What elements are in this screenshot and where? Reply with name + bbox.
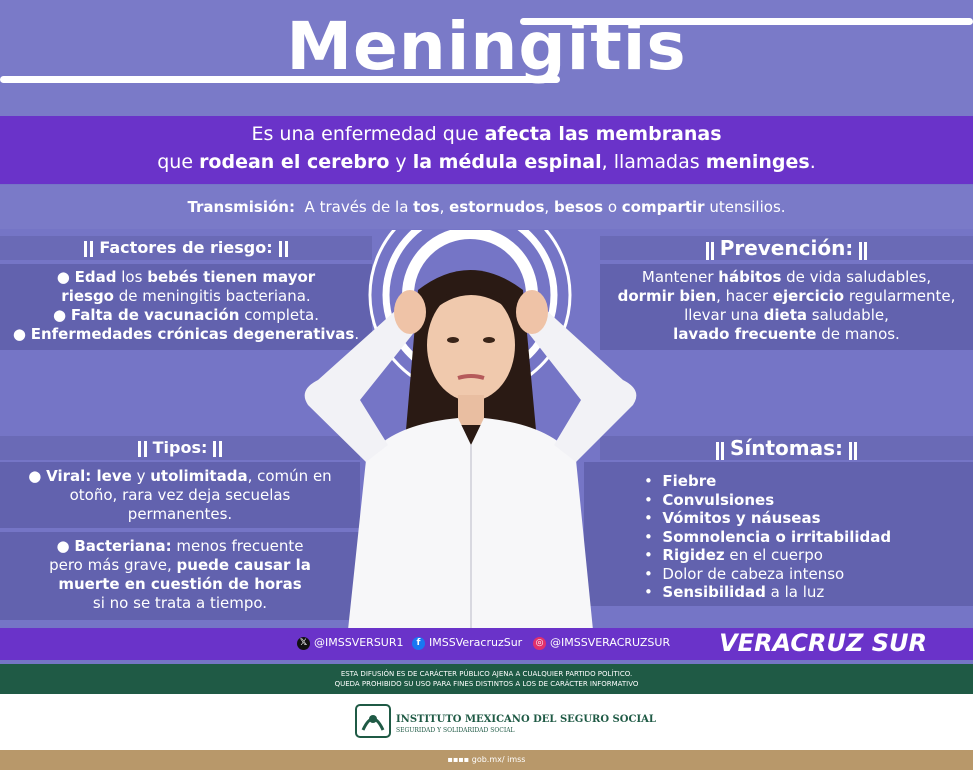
page-title: Meningitis [286, 8, 687, 85]
social-facebook[interactable]: f IMSSVeracruzSur [412, 636, 522, 650]
institution-name: INSTITUTO MEXICANO DEL SEGURO SOCIAL [396, 714, 656, 725]
social-icons-mini: ▪▪▪▪ [447, 755, 472, 764]
types-viral: ● Viral: leve y utolimitada, común en [28, 467, 332, 485]
symptom-item: • Somnolencia o irritabilidad [644, 527, 892, 546]
social-instagram[interactable]: ◎ @IMSSVERACRUZSUR [533, 636, 670, 650]
bar-decoration [859, 242, 867, 260]
symptom-item: • Sensibilidad a la luz [644, 583, 825, 601]
prevention-heading-bar [600, 236, 973, 260]
definition-band [0, 116, 973, 184]
symptom-item: • Rigidez en el cuerpo [644, 546, 823, 564]
risk-item-3: ● Enfermedades crónicas degenerativas. [12, 325, 360, 343]
types-bacterial-line-4: si no se trata a tiempo. [92, 594, 268, 612]
types-bacterial: ● Bacteriana: menos frecuente [56, 537, 304, 555]
prevention-line-2: dormir bien, hacer ejercicio regularmente, [617, 287, 956, 305]
definition-line-1: Es una enfermedad que afecta las membranas [251, 123, 722, 145]
risk-heading: Factores de riesgo: [99, 238, 273, 257]
bar-decoration [849, 442, 857, 460]
disclaimer-band [0, 664, 973, 694]
definition-line-2: que rodean el cerebro y la médula espinal, llamadas meninges. [157, 151, 816, 173]
facebook-icon: f [412, 637, 425, 650]
bottom-band [0, 750, 973, 770]
risk-item-2: ● Falta de vacunación completa. [52, 306, 319, 324]
social-bar [0, 628, 973, 660]
imss-logo-icon [355, 704, 391, 738]
prevention-panel [600, 264, 973, 350]
symptom-item: • Vómitos y náuseas [644, 509, 821, 527]
disclaimer-line-1: ESTA DIFUSIÓN ES DE CARÁCTER PÚBLICO AJENA A CUALQUIER PARTIDO POLÍTICO. [340, 670, 633, 678]
gov-url[interactable]: gob.mx/ imss [471, 755, 526, 764]
symptoms-heading-bar [600, 436, 973, 460]
institution-tagline: SEGURIDAD Y SOLIDARIDAD SOCIAL [396, 727, 515, 734]
symptom-item: • Dolor de cabeza intenso [644, 564, 845, 583]
symptoms-heading: Síntomas: [729, 436, 844, 460]
types-viral-line-3: permanentes. [127, 505, 233, 523]
symptom-item: • Convulsiones [644, 490, 775, 509]
bar-decoration [706, 242, 714, 260]
region-label: VERACRUZ SUR [719, 629, 927, 657]
bar-decoration [84, 241, 93, 257]
institution-band [0, 694, 973, 750]
symptom-item: • Fiebre [644, 472, 717, 490]
prevention-heading: Prevención: [719, 236, 854, 260]
types-viral-line-2: otoño, rara vez deja secuelas [69, 486, 291, 504]
bar-decoration [213, 441, 222, 457]
disclaimer-line-2: QUEDA PROHIBIDO SU USO PARA FINES DISTINTOS A LOS DE CARÁCTER INFORMATIVO [334, 680, 639, 688]
prevention-line-3: llevar una dieta saludable, [684, 306, 889, 324]
prevention-line-4: lavado frecuente de manos. [673, 325, 900, 343]
transmission-band: Transmisión: A través de la tos, estornudos, besos o compartir utensilios. [0, 185, 973, 229]
prevention-line-1: Mantener hábitos de vida saludables, [641, 268, 932, 286]
x-icon: 𝕏 [297, 637, 310, 650]
bar-decoration [279, 241, 288, 257]
transmission-label: Transmisión: [187, 198, 295, 216]
risk-item-1-cont: riesgo de meningitis bacteriana. [61, 287, 311, 305]
types-heading: Tipos: [152, 438, 208, 457]
bar-decoration [138, 441, 147, 457]
instagram-icon: ◎ [533, 637, 546, 650]
symptom-list [644, 472, 973, 602]
social-x[interactable]: 𝕏 @IMSSVERSUR1 [297, 636, 404, 650]
bar-decoration [716, 442, 724, 460]
woman-headache-illustration [288, 230, 653, 630]
types-bacterial-line-3: muerte en cuestión de horas [58, 575, 302, 593]
risk-item-1: ● Edad los bebés tienen mayor [56, 268, 316, 286]
types-bacterial-line-2: pero más grave, puede causar la [49, 556, 311, 574]
